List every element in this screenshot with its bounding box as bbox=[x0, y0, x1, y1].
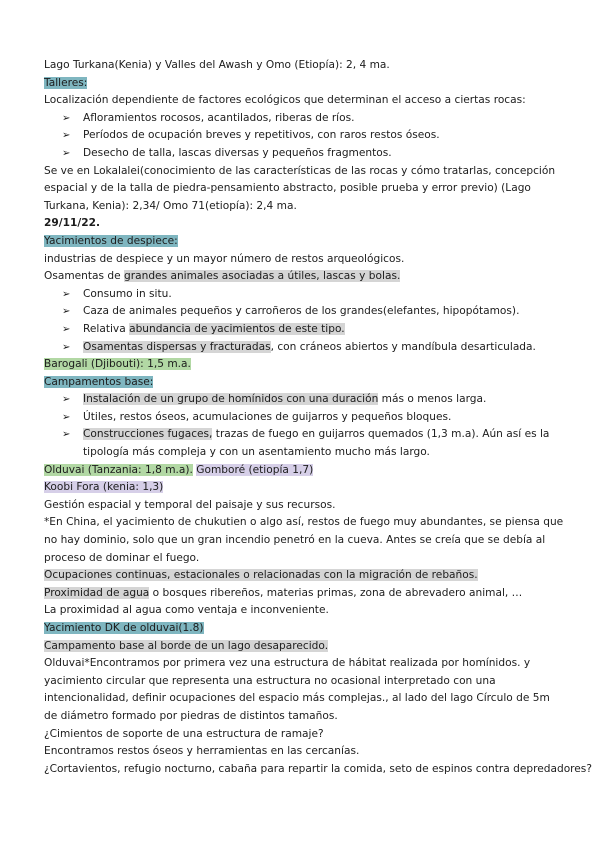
line-text: Lago Turkana(Kenia) y Valles del Awash y Omo (Etiopía): 2, 4 ma. bbox=[44, 59, 390, 71]
text-line bbox=[44, 268, 564, 286]
line-text: industrias de despiece y un mayor número de restos arqueológicos. bbox=[44, 252, 405, 265]
highlighted-text: abundancia de yacimientos de este tipo. bbox=[129, 322, 345, 335]
list-item bbox=[44, 110, 564, 128]
highlighted-text: grandes animales asociadas a útiles, lascas y bolas. bbox=[124, 270, 401, 283]
bullet-arrow-icon: ➢ bbox=[62, 130, 71, 142]
line-text: La proximidad al agua como ventaja e inconveniente. bbox=[44, 604, 329, 617]
list-item bbox=[44, 339, 564, 357]
bullet-arrow-icon: ➢ bbox=[62, 288, 71, 300]
text-line bbox=[44, 743, 564, 761]
section-heading-talleres bbox=[44, 75, 564, 93]
section-heading-campamentos bbox=[44, 374, 564, 392]
highlighted-text: Koobi Fora (kenia: 1,3) bbox=[44, 481, 164, 494]
bullet-arrow-icon: ➢ bbox=[62, 112, 71, 124]
list-item-text: trazas de fuego en guijarros quemados (1,3 m.a). Aún así es la tipología más compleja y con un asentamiento mucho más largo. bbox=[83, 428, 550, 459]
text-line bbox=[44, 497, 564, 515]
text-line bbox=[44, 251, 564, 269]
section-heading-despiece bbox=[44, 233, 564, 251]
heading-text: Talleres: bbox=[44, 76, 88, 89]
highlighted-text: Proximidad de agua bbox=[44, 586, 150, 599]
heading-text: Yacimientos de despiece: bbox=[44, 234, 178, 247]
text-line bbox=[44, 726, 564, 744]
text-line bbox=[44, 585, 564, 603]
line-text: Gestión espacial y temporal del paisaje y sus recursos. bbox=[44, 498, 336, 511]
paragraph-text: Se ve en Lokalalei(conocimiento de las características de las rocas y cómo tratarlas, concepción espacial y de la talla de piedra-pensamiento abstracto, posible prueba y error previo) (Lago Turkana, Kenia): 2,34/ Omo 71(etiopía): 2,4 ma. bbox=[44, 164, 556, 212]
date-heading bbox=[44, 215, 564, 233]
highlighted-text: Gomboré (etiopía 1,7) bbox=[196, 463, 314, 476]
paragraph-text: *En China, el yacimiento de chukutien o algo así, restos de fuego muy abundantes, se piensa que no hay dominio, solo que un gran incendio penetró en la cueva. Antes se creía que se debía al proceso de dominar el fuego. bbox=[44, 516, 564, 564]
paragraph bbox=[44, 514, 564, 567]
paragraph bbox=[44, 655, 564, 725]
date-text: 29/11/22. bbox=[44, 217, 100, 230]
list-item bbox=[44, 303, 564, 321]
line-text: ¿Cortavientos, refugio nocturno, cabaña para repartir la comida, seto de espinos contra depredadores? bbox=[44, 762, 592, 775]
bullet-arrow-icon: ➢ bbox=[62, 323, 71, 335]
site-barogali bbox=[44, 356, 564, 374]
list-item bbox=[44, 321, 564, 339]
list-item-text: Consumo in situ. bbox=[83, 287, 172, 300]
site-olduvai-gombore bbox=[44, 462, 564, 480]
line-text: Encontramos restos óseos y herramientas en las cercanías. bbox=[44, 745, 360, 758]
bullet-arrow-icon: ➢ bbox=[62, 429, 71, 441]
list-item bbox=[44, 391, 564, 409]
bullet-arrow-icon: ➢ bbox=[62, 394, 71, 406]
line-text: Osamentas de bbox=[44, 270, 125, 283]
heading-text: Yacimiento DK de olduvai(1.8) bbox=[44, 622, 204, 634]
highlighted-text: Barogali (Djibouti): 1,5 m.a. bbox=[44, 358, 191, 371]
list-item-text: Caza de animales pequeños y carroñeros de los grandes(elefantes, hipopótamos). bbox=[83, 305, 520, 318]
list-item bbox=[44, 127, 564, 145]
document-page bbox=[44, 57, 592, 778]
bullet-arrow-icon: ➢ bbox=[62, 411, 71, 423]
highlighted-text: Ocupaciones continuas, estacionales o relacionadas con la migración de rebaños. bbox=[44, 569, 478, 582]
list-item bbox=[44, 286, 564, 304]
highlighted-text: Osamentas dispersas y fracturadas bbox=[83, 340, 271, 353]
line-text: ¿Cimientos de soporte de una estructura de ramaje? bbox=[44, 727, 324, 740]
text-line bbox=[44, 761, 592, 779]
bullet-arrow-icon: ➢ bbox=[62, 147, 71, 159]
text-line bbox=[44, 92, 564, 110]
list-item-text: Afloramientos rocosos, acantilados, riberas de ríos. bbox=[83, 111, 355, 124]
text-line bbox=[44, 567, 564, 585]
list-item bbox=[44, 145, 564, 163]
section-heading-dk bbox=[44, 620, 564, 638]
line-text: o bosques ribereños, materias primas, zona de abrevadero animal, … bbox=[149, 586, 523, 599]
highlighted-text: Campamento base al borde de un lago desaparecido. bbox=[44, 639, 329, 652]
heading-text: Campamentos base: bbox=[44, 375, 154, 388]
highlighted-text: Construcciones fugaces, bbox=[83, 428, 213, 441]
list-item-text: más o menos larga. bbox=[378, 393, 487, 406]
list-item bbox=[44, 409, 564, 427]
highlighted-text: Olduvai (Tanzania: 1,8 m.a). bbox=[44, 463, 193, 476]
text-line bbox=[44, 638, 564, 656]
list-item bbox=[44, 426, 564, 461]
list-item-text: Relativa bbox=[83, 322, 130, 335]
list-item-text: Desecho de talla, lascas diversas y pequeños fragmentos. bbox=[83, 146, 392, 159]
paragraph-text: Olduvai*Encontramos por primera vez una estructura de hábitat realizada por homínidos. y yacimiento circular que representa una estructura no ocasional interpretado con una intencionalidad, definir ocupaciones del espacio más complejas., al lado del lago Círculo de 5m de diámetro formado por piedras de distintos tamaños. bbox=[44, 657, 550, 722]
highlighted-text: Instalación de un grupo de homínidos con una duración bbox=[83, 393, 379, 406]
list-item-text: Períodos de ocupación breves y repetitivos, con raros restos óseos. bbox=[83, 129, 440, 142]
site-koobi-fora bbox=[44, 479, 564, 497]
bullet-arrow-icon: ➢ bbox=[62, 341, 71, 353]
paragraph bbox=[44, 163, 564, 216]
text-line bbox=[44, 602, 564, 620]
list-item-text: , con cráneos abiertos y mandíbula desarticulada. bbox=[270, 340, 536, 353]
line-text: Localización dependiente de factores ecológicos que determinan el acceso a ciertas rocas: bbox=[44, 94, 526, 107]
text-line bbox=[44, 57, 564, 75]
list-item-text: Útiles, restos óseos, acumulaciones de guijarros y pequeños bloques. bbox=[83, 410, 452, 423]
bullet-arrow-icon: ➢ bbox=[62, 306, 71, 318]
